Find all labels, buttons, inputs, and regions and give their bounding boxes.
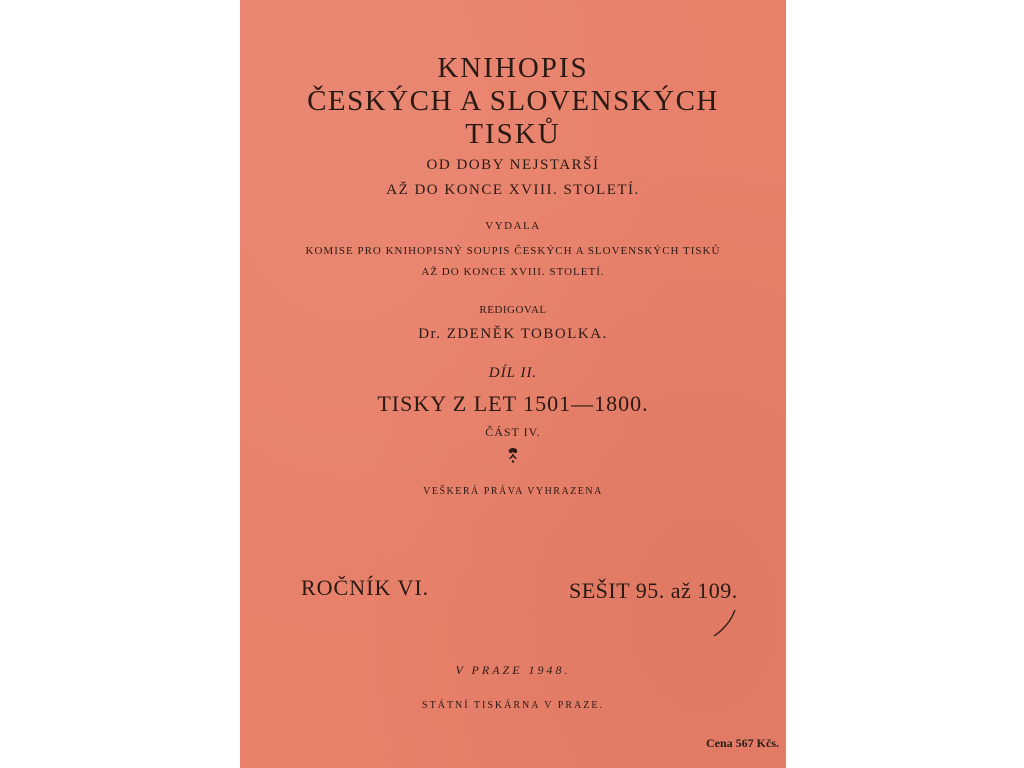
printer-name: STÁTNÍ TISKÁRNA V PRAZE. bbox=[422, 700, 604, 711]
title-line-2: ČESKÝCH A SLOVENSKÝCH bbox=[307, 85, 719, 117]
pencil-mark bbox=[710, 608, 740, 640]
subtitle-line-1: OD DOBY NEJSTARŠÍ bbox=[426, 157, 600, 173]
subtitle-line-2: AŽ DO KONCE XVIII. STOLETÍ. bbox=[386, 182, 640, 198]
volume-label: ROČNÍK VI. bbox=[301, 575, 430, 600]
part-number: DÍL II. bbox=[488, 365, 538, 381]
editor-name: Dr. ZDENĚK TOBOLKA. bbox=[418, 326, 608, 342]
publisher-label: VYDALA bbox=[485, 220, 541, 232]
part-title: TISKY Z LET 1501—1800. bbox=[377, 391, 649, 416]
publisher-line-2: AŽ DO KONCE XVIII. STOLETÍ. bbox=[421, 266, 605, 278]
publisher-line-1: KOMISE PRO KNIHOPISNÝ SOUPIS ČESKÝCH A SLOVENSKÝCH TISKŮ bbox=[305, 245, 721, 257]
price-label: Cena 567 Kčs. bbox=[706, 736, 779, 750]
title-line-1: KNIHOPIS bbox=[437, 52, 589, 84]
book-cover bbox=[240, 0, 786, 768]
title-line-3: TISKŮ bbox=[465, 118, 561, 150]
issue-label: SEŠIT 95. až 109. bbox=[569, 578, 738, 603]
editor-label: REDIGOVAL bbox=[479, 304, 547, 316]
rights-notice: VEŠKERÁ PRÁVA VYHRAZENA bbox=[423, 486, 603, 497]
section-number: ČÁST IV. bbox=[485, 425, 541, 439]
fleuron-icon bbox=[504, 446, 522, 464]
place-year: V PRAZE 1948. bbox=[455, 663, 571, 677]
